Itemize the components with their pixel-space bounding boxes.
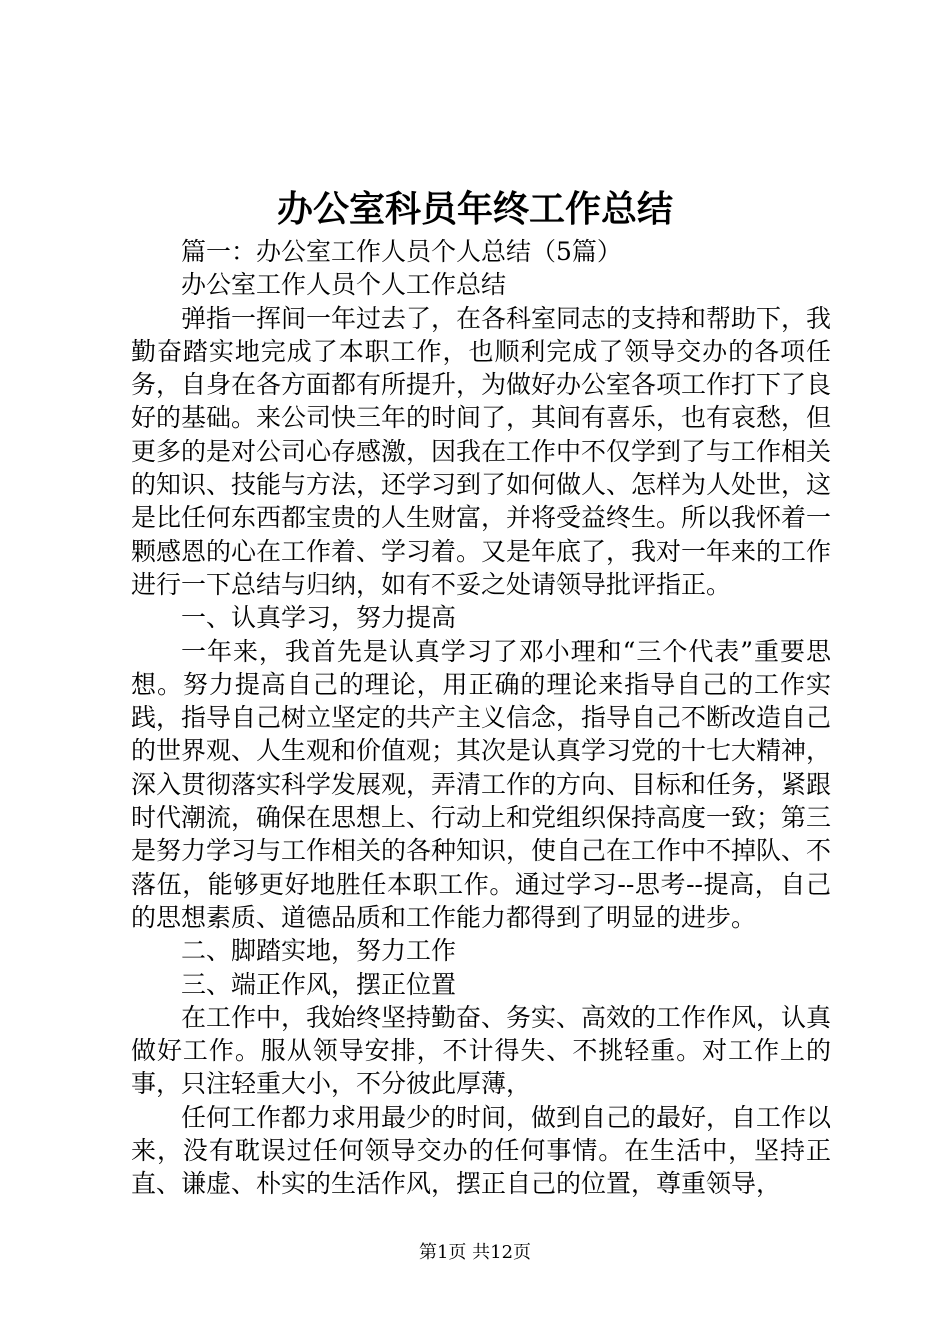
page-footer: 第1页 共12页 (418, 1242, 532, 1263)
section-heading-2: 二、脚踏实地，努力工作 (181, 936, 457, 966)
section-heading-1: 一、认真学习，努力提高 (181, 603, 457, 633)
paragraph-heading: 办公室工作人员个人工作总结 (181, 270, 507, 300)
paragraph-intro: 弹指一挥间一年过去了，在各科室同志的支持和帮助下，我勤奋踏实地完成了本职工作，也顺利完成了领导交办的各项任务，自身在各方面都有所提升，为做好办公室各项工作打下了良好的基础。来公司快三年的时间了，其间有喜乐，也有哀愁，但更多的是对公司心存感激，因我在工作中不仅学到了与工作相关的知识、技能与方法，还学习到了如何做人、怎样为人处世，这是比任何东西都宝贵的人生财富，并将受益终生。所以我怀着一颗感恩的心在工作着、学习着。又是年底了，我对一年来的工作进行一下总结与归纳，如有不妥之处请领导批评指正。 (131, 303, 832, 599)
document-title: 办公室科员年终工作总结 (276, 189, 673, 230)
paragraph-efficiency: 任何工作都力求用最少的时间，做到自己的最好，自工作以来，没有耽误过任何领导交办的任何事情。在生活中，坚持正直、谦虚、朴实的生活作风，摆正自己的位置，尊重领导， (131, 1102, 832, 1199)
paragraph-subtitle: 篇一：办公室工作人员个人总结（5篇） (181, 237, 622, 266)
paragraph-work-style: 在工作中，我始终坚持勤奋、务实、高效的工作作风，认真做好工作。服从领导安排，不计得失、不挑轻重。对工作上的事，只注轻重大小，不分彼此厚薄， (131, 1002, 832, 1099)
section-heading-3: 三、端正作风，摆正位置 (181, 969, 457, 999)
paragraph-study: 一年来，我首先是认真学习了邓小理和“三个代表”重要思想。努力提高自己的理论，用正确的理论来指导自己的工作实践，指导自己树立坚定的共产主义信念，指导自己不断改造自己的世界观、人生观和价值观；其次是认真学习党的十七大精神，深入贯彻落实科学发展观，弄清工作的方向、目标和任务，紧跟时代潮流，确保在思想上、行动上和党组织保持高度一致；第三是努力学习与工作相关的各种知识，使自己在工作中不掉队、不落伍，能够更好地胜任本职工作。通过学习--思考--提高，自己的思想素质、道德品质和工作能力都得到了明显的进步。 (131, 636, 832, 932)
document-body (131, 235, 831, 1201)
